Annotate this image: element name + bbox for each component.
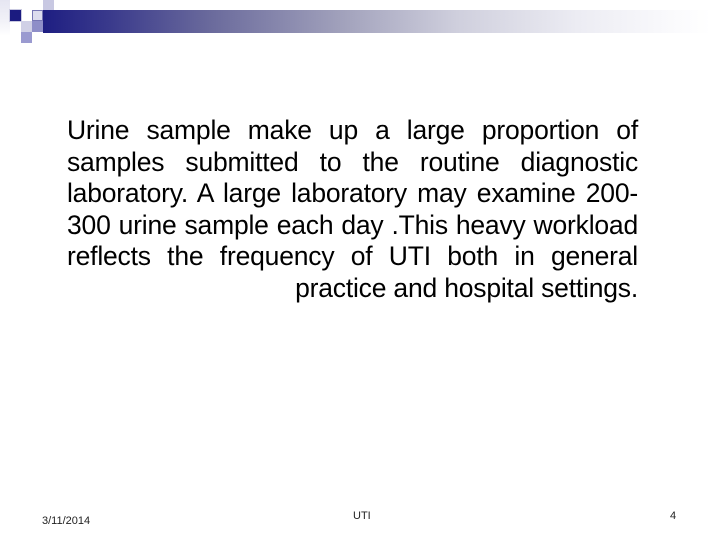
footer-page-number: 4 (670, 510, 677, 522)
decorative-square (21, 21, 32, 32)
decorative-square (21, 32, 32, 43)
decorative-square (10, 10, 21, 21)
footer-date: 3/11/2014 (42, 515, 91, 527)
decorative-square (43, 0, 54, 10)
slide-body-text: Urine sample make up a large proportion of samples submitted to the routine diagnostic laboratory. A large laboratory may examine 200-300 urine sample each day .This heavy workload reflects the frequency of UTI both in general practice and hospital settings. (67, 115, 638, 303)
decorative-square (32, 10, 43, 21)
decorative-square (32, 21, 43, 32)
left-edge-gradient (0, 0, 10, 36)
header-gradient-bar (43, 10, 711, 33)
footer-title: UTI (353, 510, 371, 522)
